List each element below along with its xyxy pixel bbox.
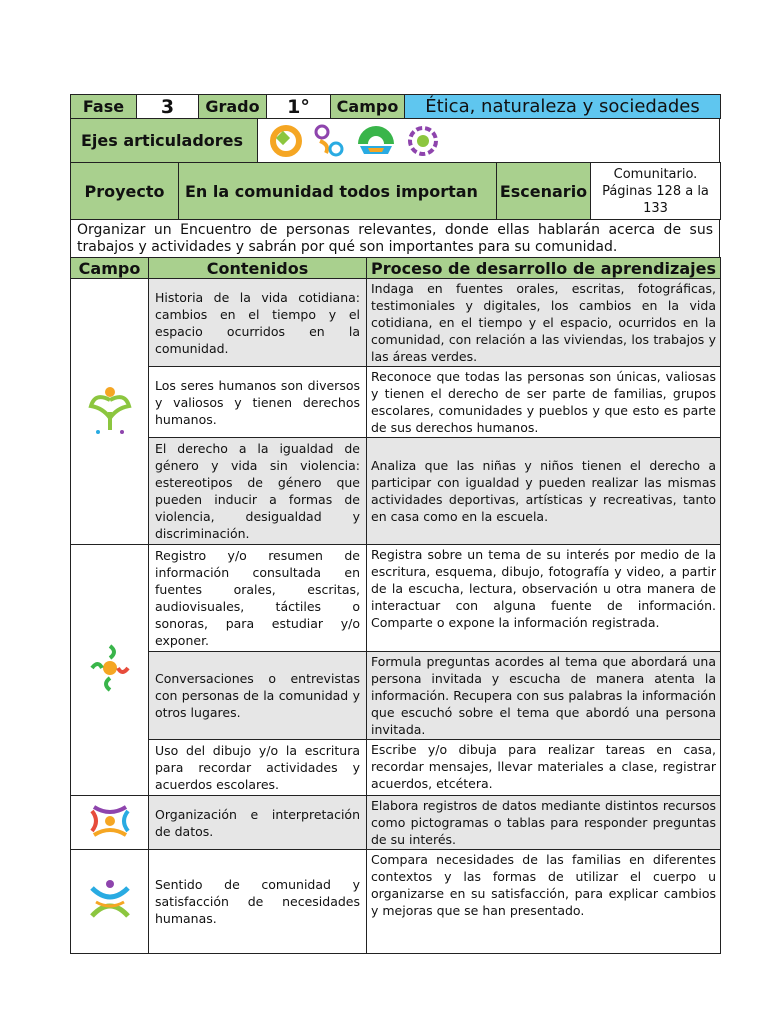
pda-cell: Elabora registros de datos mediante distintos recursos como pictogramas o tablas para responder preguntas de su interés. <box>367 796 721 850</box>
campo-value: Ética, naturaleza y sociedades <box>405 95 721 119</box>
pensamiento-critico-icon <box>312 123 346 159</box>
grado-label: Grado <box>199 95 267 119</box>
pda-cell: Indaga en fuentes orales, escritas, fotográficas, testimoniales y digitales, los cambios en la vida cotidiana, en el tiempo y el espacio, ocurridos en la comunidad, con relación a las viviendas, los trabajos y las áreas verdes. <box>367 279 721 367</box>
pda-cell: Registra sobre un tema de su interés por medio de la escritura, esquema, dibujo, fotografía y video, a partir de la escucha, lectura, observación u otra manera de interactuar con alguna fuente de información. Comparte o expone la información registrada. <box>367 545 721 652</box>
pda-cell: Reconoce que todas las personas son únicas, valiosas y tienen el derecho de ser parte de familias, grupos escolares, comunidades y pueblos y que esto es parte de sus derechos humanos. <box>367 367 721 438</box>
igualdad-genero-icon <box>406 124 440 158</box>
campo-icon-cell <box>71 850 149 954</box>
col-contenidos-header: Contenidos <box>149 258 367 279</box>
inclusion-icon <box>268 123 304 159</box>
contenido-cell: Historia de la vida cotidiana: cambios en el tiempo y el espacio ocurridos en la comunidad. <box>149 279 367 367</box>
col-campo-header: Campo <box>71 258 149 279</box>
contenido-cell: Registro y/o resumen de información consultada en fuentes orales, escritas, audiovisuales, táctiles o sonoras, para estudiar y/o exponer. <box>149 545 367 652</box>
interculturalidad-icon <box>354 124 398 158</box>
campo-label: Campo <box>331 95 405 119</box>
project-description: Organizar un Encuentro de personas relevantes, donde ellas hablarán acerca de sus trabajos y actividades y sabrán por qué son importantes para su comunidad. <box>71 219 720 258</box>
escenario-line: Páginas 128 a la <box>602 183 709 199</box>
escenario-label: Escenario <box>497 163 591 220</box>
pda-cell: Compara necesidades de las familias en diferentes contextos y las formas de utilizar el cuerpo u organizarse en su satisfacción, para explicar cambios y mejoras que se han presentado. <box>367 850 721 954</box>
de-lo-humano-icon <box>86 876 134 924</box>
proyecto-table <box>70 162 721 220</box>
fase-value: 3 <box>137 95 199 119</box>
col-pda-header: Proceso de desarrollo de aprendizajes <box>367 258 721 279</box>
campo-icon-cell <box>71 279 149 545</box>
pda-cell: Escribe y/o dibuja para realizar tareas en casa, recordar mensajes, llevar materiales a clase, registrar acuerdos, etcétera. <box>367 740 721 796</box>
fase-label: Fase <box>71 95 137 119</box>
planning-sheet <box>70 94 720 954</box>
contenido-cell: El derecho a la igualdad de género y vida sin violencia: estereotipos de género que pueden inducir a formas de violencia, desigualdad y discriminación. <box>149 438 367 545</box>
escenario-line: 133 <box>643 200 668 216</box>
saberes-pensamiento-icon <box>86 797 134 845</box>
description-table <box>70 219 720 259</box>
lenguajes-icon <box>88 642 132 694</box>
escenario-info <box>591 163 721 220</box>
contenido-cell: Uso del dibujo y/o la escritura para recordar actividades y acuerdos escolares. <box>149 740 367 796</box>
pda-cell: Formula preguntas acordes al tema que abordará una persona invitada y escucha de manera atenta la información. Recupera con sus palabras la información que escuchó sobre el tema que abordó una persona invitada. <box>367 652 721 740</box>
ejes-icons-cell <box>258 118 720 163</box>
escenario-line: Comunitario. <box>613 166 698 182</box>
header-table <box>70 94 721 119</box>
grado-value: 1° <box>267 95 331 119</box>
etica-naturaleza-icon <box>85 382 135 438</box>
campo-icon-cell <box>71 545 149 796</box>
pda-cell: Analiza que las niñas y niños tienen el derecho a participar con igualdad y pueden realizar las mismas actividades deportivas, artísticas y recreativas, tanto en casa como en la escuela. <box>367 438 721 545</box>
campo-icon-cell <box>71 796 149 850</box>
proyecto-label: Proyecto <box>71 163 179 220</box>
ejes-table <box>70 118 720 164</box>
contenido-cell: Los seres humanos son diversos y valiosos y tienen derechos humanos. <box>149 367 367 438</box>
ejes-label: Ejes articuladores <box>71 118 258 163</box>
content-table <box>70 257 721 954</box>
contenido-cell: Conversaciones o entrevistas con personas de la comunidad y otros lugares. <box>149 652 367 740</box>
proyecto-name: En la comunidad todos importan <box>179 163 497 220</box>
contenido-cell: Sentido de comunidad y satisfacción de necesidades humanas. <box>149 850 367 954</box>
contenido-cell: Organización e interpretación de datos. <box>149 796 367 850</box>
